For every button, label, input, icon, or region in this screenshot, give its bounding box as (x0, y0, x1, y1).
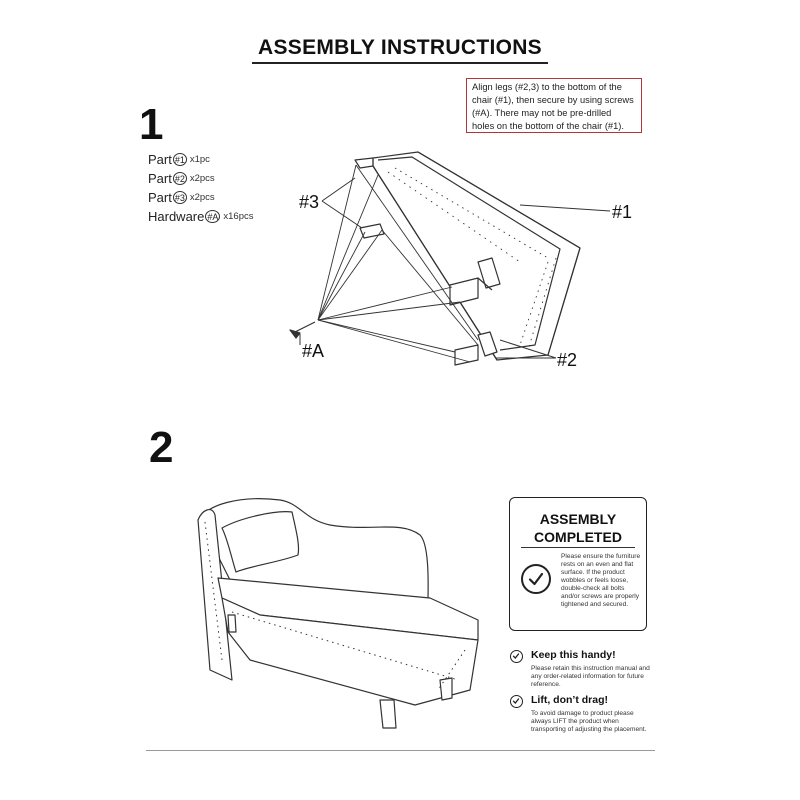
part-quantity: x16pcs (223, 211, 254, 222)
callout-part-3: #3 (299, 192, 320, 212)
alignment-note: Align legs (#2,3) to the bottom of the chair (#1), then secure by using screws (#A). There may not be pre-drilled holes on the bottom of the chair (#1). (466, 78, 642, 133)
check-circle-icon (510, 650, 523, 663)
callout-hardware-A: #A (302, 341, 325, 361)
tip-text: Please retain this instruction manual and any order-related information for future reference. (531, 665, 650, 688)
tip-heading: Keep this handy! (531, 649, 616, 661)
assembly-completed-text: Please ensure the furniture rests on an even and flat surface. If the product wobbles or feels loose, double-check all bolts and/or screws are properly tightened and secured. (561, 553, 641, 608)
callout-part-2: #2 (557, 350, 578, 370)
bottom-rule (146, 750, 655, 751)
step-2-number: 2 (149, 423, 174, 472)
chaise-leg (228, 615, 236, 632)
part-id-badge: #A (207, 211, 219, 222)
part-quantity: x2pcs (189, 192, 215, 203)
tip-heading: Lift, don’t drag! (531, 694, 608, 706)
callout-part-1: #1 (612, 202, 633, 222)
assembly-completed-title: ASSEMBLY COMPLETED (534, 511, 622, 545)
part-quantity: x1pc (189, 154, 210, 165)
part-label: Part (148, 171, 172, 186)
part-quantity: x2pcs (189, 173, 215, 184)
part-id-badge: #2 (174, 173, 185, 184)
part-id-badge: #1 (174, 154, 185, 165)
part-label: Part (148, 152, 172, 167)
part-label: Part (148, 190, 172, 205)
card-divider (521, 547, 635, 548)
tip-lift-dont-drag (510, 694, 650, 742)
step-1-number: 1 (139, 100, 164, 149)
chaise-leg (440, 678, 452, 700)
page-title: ASSEMBLY INSTRUCTIONS (257, 36, 542, 59)
check-circle-icon (510, 695, 523, 708)
chaise-leg (380, 700, 396, 728)
tip-text: To avoid damage to product please always LIFT the product when transporting of adjusting the placement. (531, 710, 647, 733)
tip-keep-handy (510, 649, 650, 689)
part-label: Hardware (148, 209, 205, 224)
assembly-completed-card (509, 497, 647, 631)
check-circle-icon (521, 564, 551, 594)
part-id-badge: #3 (174, 192, 185, 203)
